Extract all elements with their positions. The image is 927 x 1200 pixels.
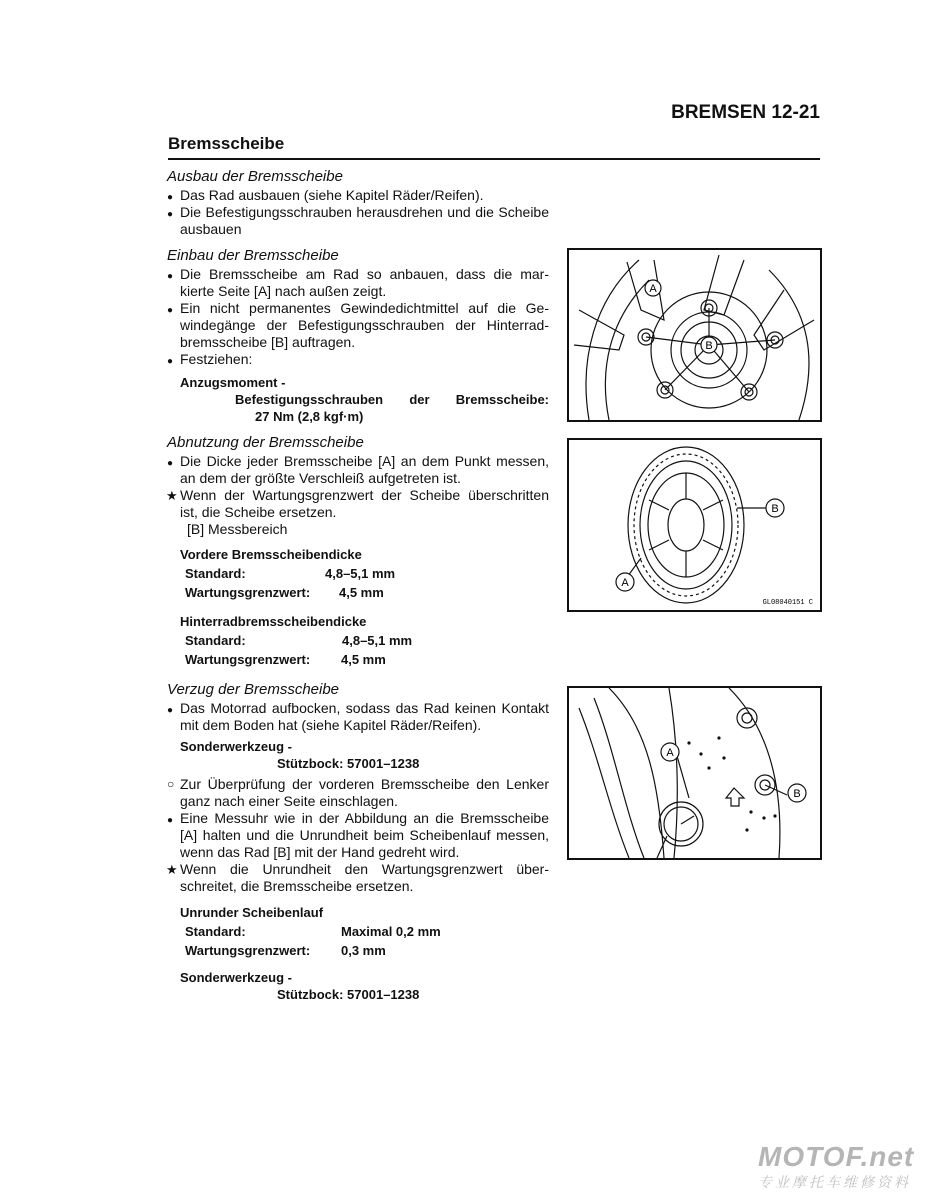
callout-a: A: [621, 577, 629, 589]
callout-a: A: [649, 283, 657, 295]
installation-step-2: ● Ein nicht permanentes Gewindedichtmittel auf die Ge-windegänge der Befestigungsschrauben der Hinterrad-bremsscheibe [B] auftragen.: [167, 300, 549, 350]
tool-value: Stützbock: 57001–1238: [277, 756, 420, 771]
torque-item: Befestigungsschrauben der Bremsscheibe:: [235, 392, 549, 407]
star-icon: ★: [166, 488, 178, 503]
removal-step-2: ● Die Befestigungsschrauben herausdrehen und die Scheibe ausbauen: [167, 204, 549, 237]
wear-note: [B] Messbereich: [187, 521, 288, 537]
callout-a: A: [666, 747, 674, 759]
runout-heading: Unrunder Scheibenlauf: [180, 905, 324, 920]
installation-step-1: ● Die Bremsscheibe am Rad so anbauen, dass die mar-kierte Seite [A] nach außen zeigt.: [167, 266, 549, 299]
circle-bullet-icon: ○: [167, 777, 175, 791]
front-standard-row: Standard: 4,8–5,1 mm: [185, 566, 396, 581]
figure-code: GL08040151 C: [762, 599, 813, 607]
bullet-icon: ●: [167, 209, 174, 220]
bullet-icon: ●: [167, 705, 174, 716]
wear-step-2: ★ Wenn der Wartungsgrenzwert der Scheibe überschritten ist, die Scheibe ersetzen.: [166, 487, 549, 520]
rear-standard-row: Standard: 4,8–5,1 mm: [185, 633, 413, 648]
warp-step-4: ★ Wenn die Unrundheit den Wartungsgrenzwert über-schreitet, die Bremsscheibe ersetzen.: [166, 861, 549, 894]
tool-label: Sonderwerkzeug -: [180, 739, 292, 754]
section-title: Bremsscheibe: [168, 134, 285, 153]
front-thickness-heading: Vordere Bremsscheibendicke: [180, 547, 362, 562]
removal-title: Ausbau der Bremsscheibe: [167, 168, 343, 185]
tool2-value: Stützbock: 57001–1238: [277, 987, 420, 1002]
warp-title: Verzug der Bremsscheibe: [167, 681, 340, 698]
figure-disc-installation: [567, 248, 822, 422]
figure-disc-thickness: [567, 438, 822, 612]
bullet-icon: ●: [167, 192, 174, 203]
watermark-brand: MOTOF.net: [758, 1141, 915, 1172]
torque-label: Anzugsmoment -: [180, 375, 286, 390]
warp-step-2: ○ Zur Überprüfung der vorderen Bremsscheibe den Lenker ganz nach einer Seite einschlagen.: [167, 776, 549, 809]
tool2-label: Sonderwerkzeug -: [180, 970, 292, 985]
warp-step-3: ● Eine Messuhr wie in der Abbildung an die Bremsscheibe [A] halten und die Unrundheit beim Scheibenlauf messen, wenn das Rad [B] mit der Hand gedreht wird.: [167, 810, 549, 860]
front-limit-row: Wartungsgrenzwert: 4,5 mm: [185, 585, 384, 600]
bullet-icon: ●: [167, 271, 174, 282]
text-column: [167, 168, 549, 1003]
bullet-icon: ●: [167, 305, 174, 316]
disc-runout-drawing: [569, 688, 820, 858]
installation-step-3: ● Festziehen:: [167, 351, 549, 368]
callout-b: B: [793, 788, 801, 800]
rear-thickness-heading: Hinterradbremsscheibendicke: [180, 614, 367, 629]
callout-b: B: [771, 503, 779, 515]
runout-standard-row: Standard: Maximal 0,2 mm: [185, 924, 441, 939]
star-icon: ★: [166, 862, 178, 877]
bullet-icon: ●: [167, 458, 174, 469]
disc-thickness-drawing: [569, 440, 820, 610]
watermark-tagline: 专业摩托车维修资料: [758, 1174, 911, 1190]
disc-installation-drawing: [569, 250, 820, 420]
figure-disc-runout: [567, 686, 822, 860]
bullet-icon: ●: [167, 815, 174, 826]
callout-b: B: [705, 340, 713, 352]
installation-title: Einbau der Bremsscheibe: [167, 247, 339, 264]
warp-step-1: ● Das Motorrad aufbocken, sodass das Rad keinen Kontakt mit dem Boden hat (siehe Kapitel Räder/Reifen).: [167, 700, 549, 733]
header-divider: [168, 158, 820, 160]
wear-step-1: ● Die Dicke jeder Bremsscheibe [A] an dem Punkt messen, an dem der größte Verschleiß aufgetreten ist.: [167, 453, 549, 486]
bullet-icon: ●: [167, 356, 174, 367]
torque-value: 27 Nm (2,8 kgf·m): [255, 409, 364, 424]
wear-title: Abnutzung der Bremsscheibe: [167, 434, 364, 451]
page-header: BREMSEN 12-21: [671, 102, 820, 123]
rear-limit-row: Wartungsgrenzwert: 4,5 mm: [185, 652, 386, 667]
runout-limit-row: Wartungsgrenzwert: 0,3 mm: [185, 943, 386, 958]
removal-step-1: ● Das Rad ausbauen (siehe Kapitel Räder/Reifen).: [167, 187, 549, 204]
